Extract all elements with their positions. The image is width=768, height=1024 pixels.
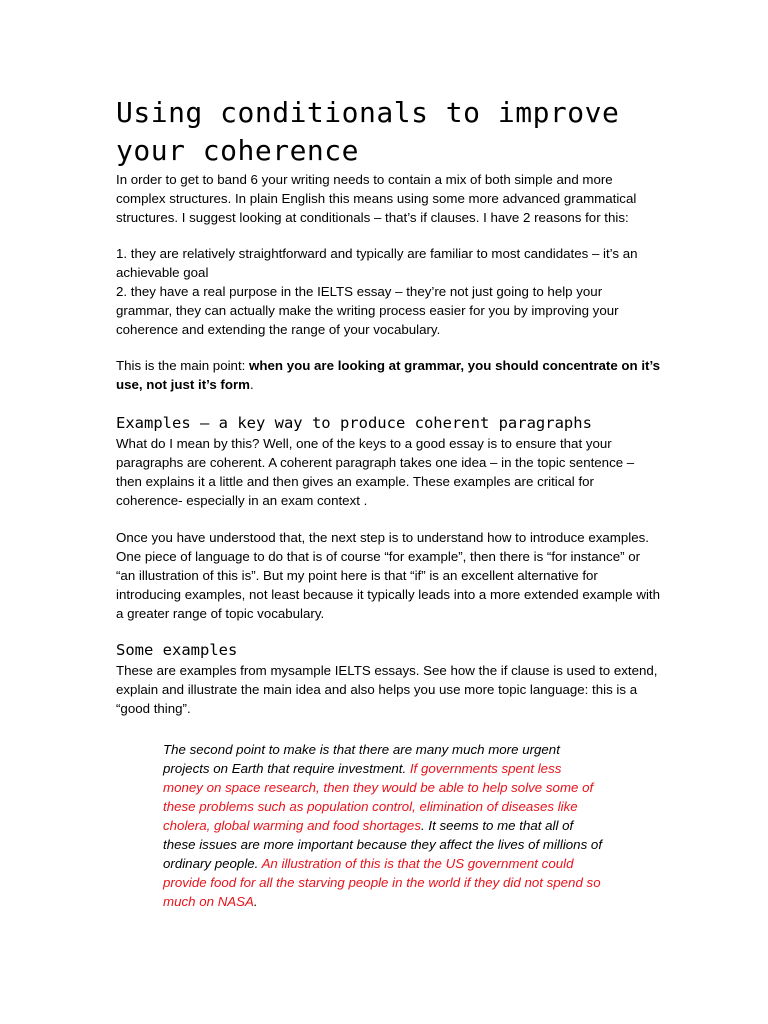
page-title: Using conditionals to improve your coherence xyxy=(116,96,620,167)
some-examples-paragraph: These are examples from mysample IELTS essays. See how the if clause is used to extend, explain and illustrate the main idea and also helps you use more topic language: this is a “good thing”. xyxy=(116,663,658,716)
main-point-lead: This is the main point: xyxy=(116,358,250,373)
quote-if-clause-1: If governments spent less money on space research, then they would be able to help solve some of these problems such as population control, elimination of diseases like cholera, global warming and food shortages xyxy=(163,761,594,833)
reason-1: 1. they are relatively straightforward and typically are familiar to most candidates – it’s an achievable goal xyxy=(116,246,638,280)
reason-2: 2. they have a real purpose in the IELTS essay – they’re not just going to help your grammar, they can actually make the writing process easier for you by improving your coherence and extending the range of your vocabulary. xyxy=(116,284,619,337)
quote-part-3: . It seems to me that all of these issues are more important because they affect the lives of millions of ordinary people. xyxy=(163,818,603,871)
example-quote xyxy=(163,740,603,911)
examples-paragraph-1: What do I mean by this? Well, one of the keys to a good essay is to ensure that your paragraphs are coherent. A coherent paragraph takes one idea – in the topic sentence – then explains it a little and then gives an example. These examples are critical for coherence- especially in an exam context . xyxy=(116,436,635,508)
examples-heading: Examples – a key way to produce coherent paragraphs xyxy=(116,414,592,432)
main-point-bold: when you are looking at grammar, you should concentrate on it’s use, not just it’s form xyxy=(116,358,661,392)
document-content xyxy=(116,94,661,911)
quote-part-5: . xyxy=(253,894,258,909)
examples-paragraph-2: Once you have understood that, the next step is to understand how to introduce examples. One piece of language to do that is of course “for example”, then there is “for instance” or “an illustration of this is”. But my point here is that “if” is an excellent alternative for introducing examples, not least because it typically leads into a more extended example with a greater range of topic vocabulary. xyxy=(116,530,660,621)
main-point-end: . xyxy=(249,377,254,392)
quote-part-1: The second point to make is that there are many much more urgent projects on Earth that require investment. xyxy=(163,742,560,776)
quote-if-clause-2: An illustration of this is that the US government could provide food for all the starving people in the world if they did not spend so much on NASA xyxy=(163,856,601,909)
intro-paragraph: In order to get to band 6 your writing needs to contain a mix of both simple and more complex structures. In plain English this means using some more advanced grammatical structures. I suggest looking at conditionals – that’s if clauses. I have 2 reasons for this: xyxy=(116,172,637,225)
main-point-paragraph xyxy=(116,356,661,394)
some-examples-heading: Some examples xyxy=(116,641,238,659)
